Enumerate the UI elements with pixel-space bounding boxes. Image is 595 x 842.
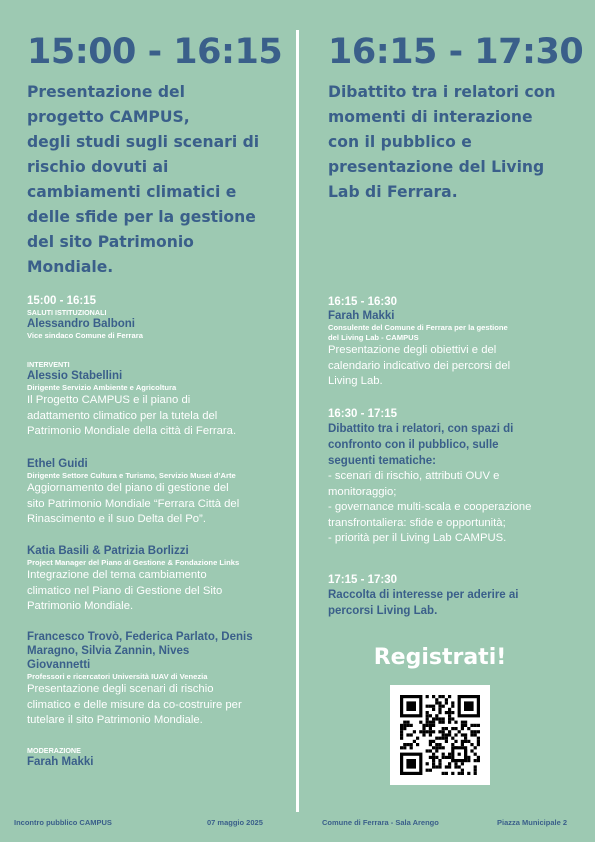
greetings-time: 15:00 - 16:15 [27, 295, 97, 307]
speaker-desc: Aggiornamento del piano di gestione del sito Patrimonio Mondiale “Ferrara Città del Rinascimento e il suo Delta del Po”. [27, 482, 240, 525]
speaker-block [27, 457, 289, 528]
speaker-name: Ethel Guidi [27, 458, 88, 470]
debate-block [328, 407, 578, 547]
greetings-section-label: SALUTI ISTITUZIONALI [27, 308, 107, 317]
debate-title: Dibattito tra i relatori, con spazi di confronto con il pubblico, sulle seguenti tematiche: [328, 423, 514, 467]
interventions-block [27, 360, 287, 440]
speaker-name: Alessio Stabellini [27, 370, 123, 382]
speaker-desc: Presentazione degli scenari di rischio climatico e delle misure da co-costruire per tutelare il sito Patrimonio Mondiale. [27, 683, 242, 726]
greetings-speaker-role: Vice sindaco Comune di Ferrara [27, 331, 143, 340]
speaker-role: Professori e ricercatori Università IUAV di Venezia [27, 672, 208, 681]
list-item: - priorità per il Living Lab CAMPUS. [328, 532, 507, 544]
footer-date: 07 maggio 2025 [207, 818, 263, 827]
speaker-role: Project Manager del Piano di Gestione & Fondazione Links [27, 558, 240, 567]
interest-block [328, 573, 578, 619]
footer-venue: Comune di Ferrara - Sala Arengo [322, 818, 439, 827]
interest-title: Raccolta di interesse per aderire ai percorsi Living Lab. [328, 589, 519, 617]
speaker-name: Katia Basili & Patrizia Borlizzi [27, 545, 189, 557]
moderation-block [27, 746, 227, 769]
left-time-heading: 15:00 - 16:15 [27, 32, 283, 72]
footer-event: Incontro pubblico CAMPUS [14, 818, 112, 827]
moderation-label: MODERAZIONE [27, 746, 81, 755]
speaker-block [27, 630, 289, 729]
session-desc: Presentazione degli obiettivi e del calendario indicativo dei percorsi del Living Lab. [328, 344, 511, 387]
session-speaker-role: Consulente del Comune di Ferrara per la gestione del Living Lab - CAMPUS [328, 323, 508, 342]
register-heading: Registrati! [373, 645, 507, 670]
speaker-block [27, 544, 289, 615]
speaker-name: Francesco Trovò, Federica Parlato, Denis Maragno, Silvia Zannin, Nives Giovannetti [27, 631, 253, 671]
speaker-role: Dirigente Settore Cultura e Turismo, Servizio Musei d’Arte [27, 471, 236, 480]
left-intro: Presentazione del progetto CAMPUS, degli studi sugli scenari di rischio dovuti ai cambiamenti climatici e delle sfide per la gestione del sito Patrimonio Mondiale. [27, 83, 260, 276]
list-item: - governance multi-scala e cooperazione transfrontaliera: sfide e opportunità; [328, 501, 532, 529]
qr-code-icon [400, 695, 480, 775]
session-time: 16:15 - 16:30 [328, 296, 398, 308]
debate-time: 16:30 - 17:15 [328, 408, 398, 420]
right-time-heading: 16:15 - 17:30 [328, 32, 584, 72]
greetings-block [27, 294, 282, 341]
right-intro: Dibattito tra i relatori con momenti di interazione con il pubblico e presentazione del Living Lab di Ferrara. [328, 83, 556, 201]
topic-list [328, 469, 578, 547]
moderator-name: Farah Makki [27, 756, 94, 768]
column-divider [296, 30, 299, 812]
session-speaker-name: Farah Makki [328, 310, 395, 322]
speaker-role: Dirigente Servizio Ambiente e Agricoltura [27, 383, 177, 392]
greetings-speaker-name: Alessandro Balboni [27, 318, 135, 330]
qr-code[interactable] [390, 685, 490, 785]
interest-time: 17:15 - 17:30 [328, 574, 398, 586]
speaker-desc: Integrazione del tema cambiamento climatico nel Piano di Gestione del Sito Patrimonio Mondiale. [27, 569, 223, 612]
speaker-desc: Il Progetto CAMPUS e il piano di adattamento climatico per la tutela del Patrimonio Mondiale della città di Ferrara. [27, 394, 237, 437]
interventions-label: INTERVENTI [27, 360, 70, 369]
list-item: - scenari di rischio, attributi OUV e monitoraggio; [328, 470, 500, 498]
footer-address: Piazza Municipale 2 [497, 818, 568, 827]
session-block [328, 295, 573, 390]
